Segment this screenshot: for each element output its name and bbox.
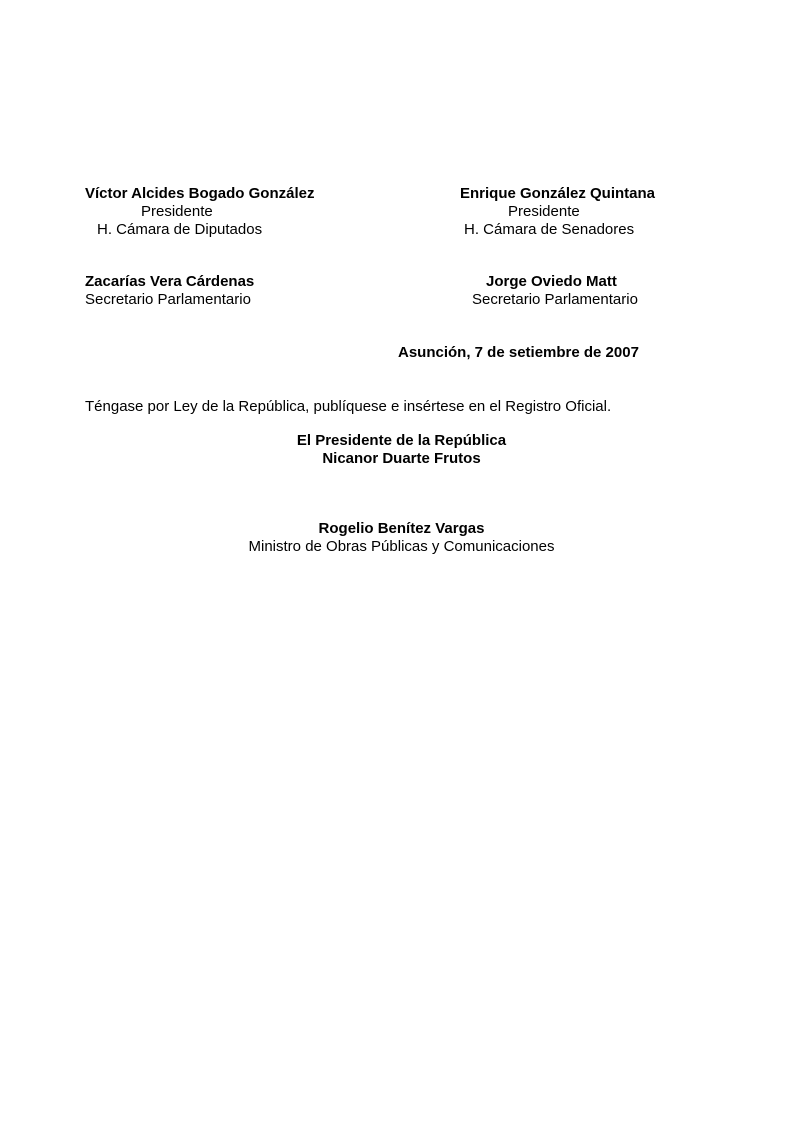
left-top-signatory-name: Víctor Alcides Bogado González (85, 185, 315, 202)
left-bottom-signatory-role: Secretario Parlamentario (85, 291, 251, 308)
minister-title: Ministro de Obras Públicas y Comunicaciones (248, 538, 555, 555)
date-line: Asunción, 7 de setiembre de 2007 (398, 344, 639, 361)
right-bottom-signatory-role: Secretario Parlamentario (472, 291, 638, 308)
left-top-signatory-chamber: H. Cámara de Diputados (97, 221, 263, 238)
minister-name: Rogelio Benítez Vargas (318, 520, 485, 537)
right-bottom-signatory-name: Jorge Oviedo Matt (486, 273, 617, 290)
left-top-signatory-role: Presidente (141, 203, 213, 220)
president-name: Nicanor Duarte Frutos (322, 450, 481, 467)
right-top-signatory-chamber: H. Cámara de Senadores (464, 221, 635, 238)
decree-text: Téngase por Ley de la República, publíquese e insértese en el Registro Oficial. (85, 398, 612, 415)
right-top-signatory-name: Enrique González Quintana (460, 185, 656, 202)
president-title: El Presidente de la República (296, 432, 507, 449)
left-bottom-signatory-name: Zacarías Vera Cárdenas (85, 273, 255, 290)
right-top-signatory-role: Presidente (508, 203, 580, 220)
